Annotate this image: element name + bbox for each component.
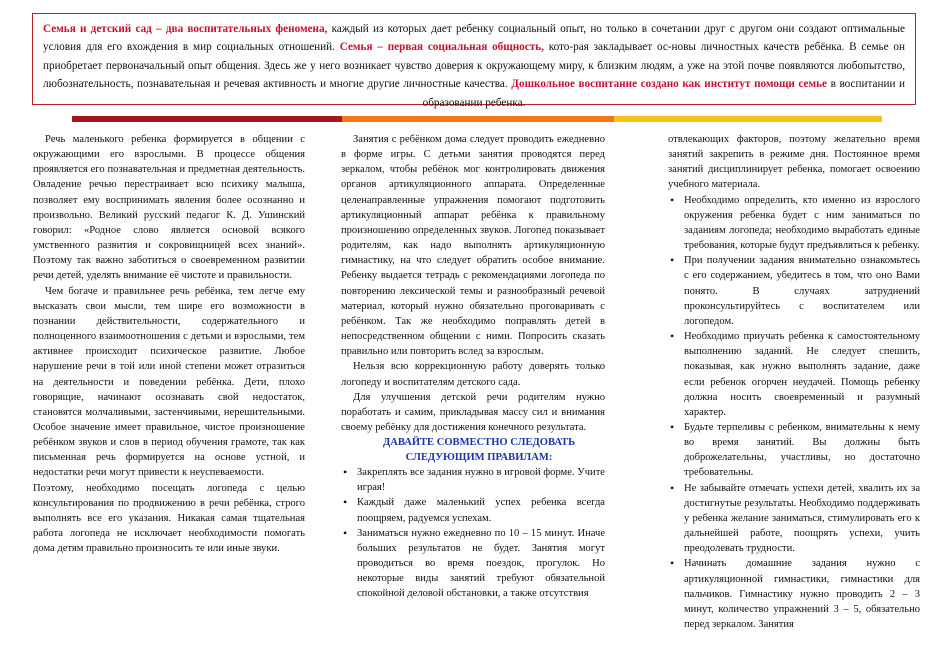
header-highlight-family-first: Семья – первая социальная общность, — [339, 41, 544, 54]
paragraph: Чем богаче и правильнее речь ребёнка, тем легче ему высказать свои мысли, тем шире его возможности в познании действительности, содержательного и полноценного взаимоотношения с детьми и взрослыми, тем активнее происходит психическое развитие. Любое нарушение речи в той или иной степени может отразиться на деятельности и поведении ребёнка. Дети, плохо говорящие, начинают осознавать свой недостаток, становятся молчаливыми, застенчивыми, нерешительными. Особое значение имеет правильное, чистое произношение ребёнком звуков и слов в период обучения грамоте, так как письменная речь формируется на основе устной, и недостатки речи могут привести к неуспеваемости. — [33, 285, 305, 479]
header-text-3: в воспитании и образовании ребенка. — [422, 78, 906, 109]
header-intro-box — [32, 13, 916, 109]
rules-list — [341, 465, 605, 601]
column-right — [668, 132, 920, 632]
divider-stripe-orange — [342, 116, 614, 122]
paragraph: Нельзя всю коррекционную работу доверять только логопеду и воспитателям детского сада. — [341, 361, 605, 388]
list-item: • Заниматься нужно ежедневно по 10 – 15 минут. Иначе больших результатов не будет. Занятия могут проводиться во время поездок, прогулок. Но некоторые виды занятий требуют обязательной спокойной деловой обстановки, а также отсутствия — [357, 526, 605, 602]
header-highlight-preschool: Дошкольное воспитание создано как институт помощи семье — [511, 78, 828, 91]
list-item: • Закреплять все задания нужно в игровой форме. Учите играя! — [357, 465, 605, 495]
column-middle — [341, 132, 605, 602]
divider-stripe-red — [72, 116, 342, 122]
paragraph: Занятия с ребёнком дома следует проводить ежедневно в форме игры. С детьми занятия проводятся перед зеркалом, чтобы ребёнок мог контролировать движения органов артикуляционного аппарата. Определенные целенаправленные упражнения помогают подготовить артикуляционный аппарат ребёнка к правильному произношению определенных звуков. Логопед показывает родителям, как надо выполнять артикуляционную гимнастику, на что следует обратить особое внимание. Ребенку выдается тетрадь с рекомендациями логопеда по повторению лексической темы и разнообразный речевой материал, который нужно обязательно проговаривать с ребёнком. Так же необходимо поправлять детей в непосредственном общении с ними. Попросить сказать правильно или повторить вслед за взрослым. — [341, 134, 605, 358]
rules-heading-line-2: СЛЕДУЮЩИМ ПРАВИЛАМ: — [405, 452, 553, 464]
list-item: • Необходимо приучать ребенка к самостоятельному выполнению заданий. Не следует спешить, показывая, как нужно выполнять задание, даже если ребенок огорчен неудачей. Помощь ребенку должна носить своевременный и разумный характер. — [684, 329, 920, 420]
header-highlight-family-kindergarten: Семья и детский сад – два воспитательных феномена, — [43, 23, 328, 35]
list-item: • Не забывайте отмечать успехи детей, хвалить их за достигнутые результаты. Необходимо поддерживать у ребенка желание заниматься, стимулировать его к дальнейшей работе, поощрять успехи, учить преодолевать трудности. — [684, 481, 920, 557]
list-item: • Будьте терпеливы с ребенком, внимательны к нему во время занятий. Вы должны быть доброжелательны, участливы, но достаточно требовательны. — [684, 420, 920, 481]
list-item: • При получении задания внимательно ознакомьтесь с его содержанием, убедитесь в том, что оно Вами понято. В случаях затруднений проконсультируйтесь с воспитателем или логопедом. — [684, 253, 920, 329]
paragraph-continuation: отвлекающих факторов, поэтому желательно время занятий закрепить в режиме дня. Постоянное время занятий дисциплинирует ребенка, помогает освоению учебного материала. — [668, 134, 920, 191]
paragraph: Для улучшения детской речи родителям нужно поработать и самим, прикладывая массу сил и внимания своему ребёнку для достижения конечного результата. — [341, 391, 605, 433]
rules-list-continued — [668, 193, 920, 633]
divider-stripe-yellow — [614, 116, 882, 122]
header-text-1: каждый из которых дает ребенку социальный опыт, но только в сочетании друг с другом они создают оптимальные условия для его вхождения в мир социальных отношений. — [43, 23, 905, 54]
list-item: • Начинать домашние задания нужно с артикуляционной гимнастики, гимнастики для пальчиков. Гимнастику нужно проводить 2 – 3 минут, количество упражнений 3 – 5, обязательно перед зеркалом. Занятия — [684, 556, 920, 632]
list-item: • Необходимо определить, кто именно из взрослого окружения ребенка будет с ним заниматься по заданиям логопеда; необходимо выработать единые требования, которые будут предъявляться к ребенку. — [684, 193, 920, 254]
column-left — [33, 132, 305, 556]
rules-heading-line-1: ДАВАЙТЕ СОВМЕСТНО СЛЕДОВАТЬ — [382, 437, 576, 449]
paragraph: Речь маленького ребенка формируется в общении с окружающими его взрослыми. В процессе общения проявляется его познавательная и предметная деятельность. Овладение речью перестраивает всю психику малыша, позволяет ему воспринимать явления более осознанно и произвольно. Великий русский педагог К. Д. Ушинский говорил: «Родное слово является основой всякого умственного развития и сокровищницей всех знаний». Поэтому так важно заботиться о своевременном развитии речи детей, уделять внимание её чистоте и правильности. — [33, 134, 305, 282]
paragraph: Поэтому, необходимо посещать логопеда с целью консультирования по продвижению в речи ребёнка, строго выполнять все его указания. Никакая самая тщательная работа логопеда не исключает необходимости помогать дома детям правильно произносить те или иные звуки. — [33, 482, 305, 555]
list-item: • Каждый даже маленький успех ребенка всегда поощряем, радуемся успехам. — [357, 495, 605, 525]
header-text-2: кото-рая закладывает ос-новы личностных качеств ребёнка. В семье он приобретает первоначальный опыт общения. Здесь же у него возникает чувство доверия к окружающему миру, к близким людям, а уже на этой почве появляются любопытство, любознательность, познавательная и речевая активность и многие другие личностные качества. — [43, 41, 906, 91]
